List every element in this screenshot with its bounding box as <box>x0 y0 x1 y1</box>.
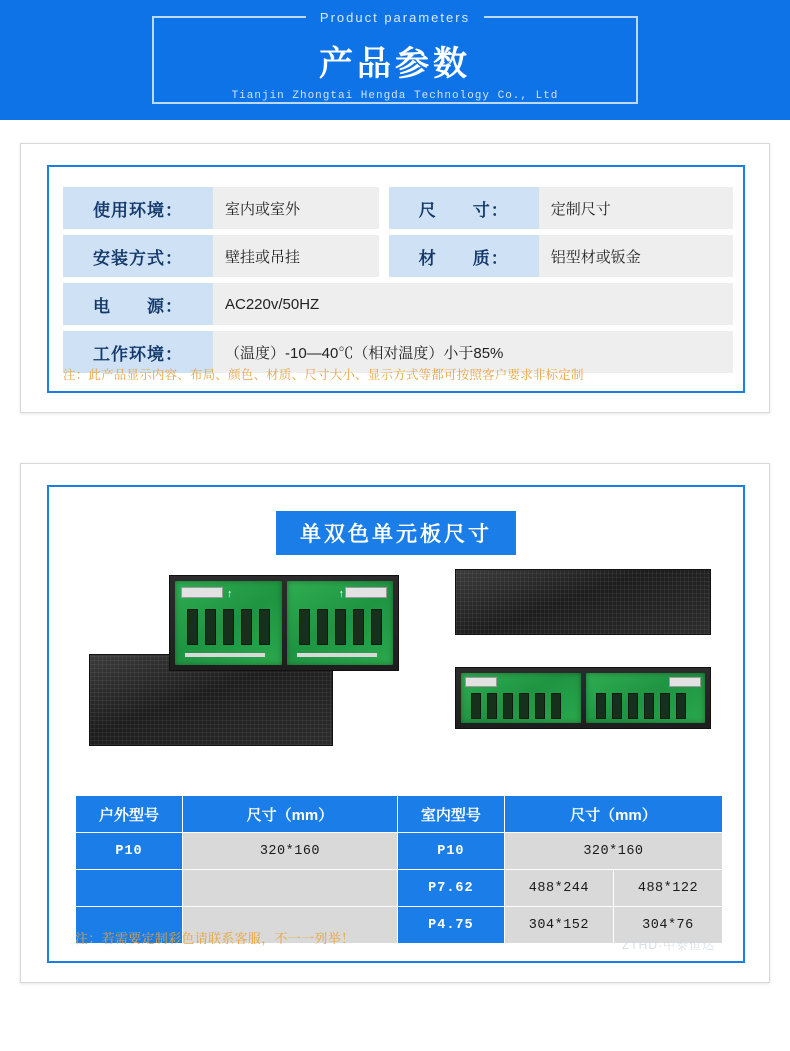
page-header-banner <box>0 0 790 120</box>
pcb-chip <box>259 609 270 645</box>
pcb-chip <box>644 693 654 719</box>
spec-label-install: 安装方式： <box>63 235 213 277</box>
pcb-chip <box>187 609 198 645</box>
table-row <box>63 283 733 325</box>
pcb-chip <box>241 609 252 645</box>
banner-company-en <box>0 90 790 102</box>
pcb-chip <box>503 693 513 719</box>
spec-gap <box>379 235 389 277</box>
td-indoor-model-2: P4.75 <box>397 907 504 944</box>
module-card-inner-border <box>47 485 745 963</box>
pcb-chip <box>660 693 670 719</box>
spec-table <box>63 181 733 379</box>
td-outdoor-model-0: P10 <box>76 833 183 870</box>
pcb-chip <box>612 693 622 719</box>
pcb-chip <box>299 609 310 645</box>
pcb-pad <box>297 653 377 657</box>
pcb-chip <box>519 693 529 719</box>
pcb-chip <box>471 693 481 719</box>
arrow-up-icon: ↑ <box>227 588 233 600</box>
spec-label-material: 材 质： <box>389 235 539 277</box>
th-indoor-size: 尺寸（mm） <box>504 796 722 833</box>
module-size-table <box>75 795 723 944</box>
banner-subtitle-en-top <box>0 10 790 25</box>
td-indoor-size-1a: 488*244 <box>504 870 613 907</box>
td-indoor-size-2b: 304*76 <box>613 907 722 944</box>
td-indoor-size-2a: 304*152 <box>504 907 613 944</box>
spec-value-material: 铝型材或钣金 <box>539 235 733 277</box>
pcb-chip <box>335 609 346 645</box>
spec-label-size: 尺 寸： <box>389 187 539 229</box>
pcb-chip <box>353 609 364 645</box>
td-indoor-size-1b: 488*122 <box>613 870 722 907</box>
table-row <box>63 187 733 229</box>
pcb-chip <box>487 693 497 719</box>
spec-value-use-env: 室内或室外 <box>213 187 379 229</box>
pcb-board-left <box>461 673 581 723</box>
pcb-chip <box>317 609 328 645</box>
th-outdoor-size: 尺寸（mm） <box>183 796 398 833</box>
table-header-row <box>76 796 723 833</box>
spec-card-inner-border <box>47 165 745 393</box>
td-indoor-model-1: P7.62 <box>397 870 504 907</box>
pcb-chip <box>628 693 638 719</box>
pcb-chip <box>676 693 686 719</box>
pcb-connector <box>465 677 497 687</box>
led-panel-photo-outdoor-back <box>169 575 399 671</box>
led-panel-photo-indoor-back <box>455 667 711 729</box>
pcb-chip <box>596 693 606 719</box>
banner-title: 产品参数 <box>319 45 471 83</box>
pcb-board-left <box>175 581 282 665</box>
banner-company-en-text: Tianjin Zhongtai Hengda Technology Co., Ltd <box>222 90 569 102</box>
pcb-chip <box>223 609 234 645</box>
pcb-chip <box>535 693 545 719</box>
spec-value-work-env: （温度）-10—40℃（相对温度）小于85% <box>213 331 733 373</box>
spec-value-power: AC220v/50HZ <box>213 283 733 325</box>
section-title: 单双色单元板尺寸 <box>276 511 516 555</box>
pcb-connector <box>669 677 701 687</box>
td-indoor-size-0: 320*160 <box>504 833 722 870</box>
pcb-board-right <box>287 581 394 665</box>
spec-value-install: 壁挂或吊挂 <box>213 235 379 277</box>
td-indoor-model-0: P10 <box>397 833 504 870</box>
spec-label-work-env: 工作环境： <box>63 331 213 373</box>
spec-value-size: 定制尺寸 <box>539 187 733 229</box>
spec-gap <box>379 187 389 229</box>
pcb-pad <box>185 653 265 657</box>
module-note: 注：若需要定制彩色请联系客服，不一一列举！ <box>75 931 355 946</box>
pcb-connector <box>345 587 387 598</box>
td-outdoor-model-1 <box>76 870 183 907</box>
table-row <box>76 870 723 907</box>
arrow-up-icon: ↑ <box>338 588 344 600</box>
pcb-chip <box>371 609 382 645</box>
product-photo-group <box>75 559 723 789</box>
banner-subtitle-en-top-text: Product parameters <box>306 10 484 25</box>
td-outdoor-size-1 <box>183 870 398 907</box>
td-outdoor-size-0: 320*160 <box>183 833 398 870</box>
pcb-connector <box>181 587 223 598</box>
spec-note: 注：此产品显示内容、布局、颜色、材质、尺寸大小、显示方式等都可按照客户要求非标定制 <box>63 368 584 382</box>
pcb-chip <box>551 693 561 719</box>
th-indoor-model: 室内型号 <box>397 796 504 833</box>
th-outdoor-model: 户外型号 <box>76 796 183 833</box>
led-panel-photo-indoor-front <box>455 569 711 635</box>
pcb-board-right <box>586 673 706 723</box>
watermark-logo: ZTHD·中泰恒达 <box>622 938 715 952</box>
table-row <box>76 833 723 870</box>
spec-label-use-env: 使用环境： <box>63 187 213 229</box>
table-row <box>63 235 733 277</box>
spec-card <box>20 143 770 413</box>
spec-label-power: 电 源： <box>63 283 213 325</box>
module-card <box>20 463 770 983</box>
pcb-chip <box>205 609 216 645</box>
